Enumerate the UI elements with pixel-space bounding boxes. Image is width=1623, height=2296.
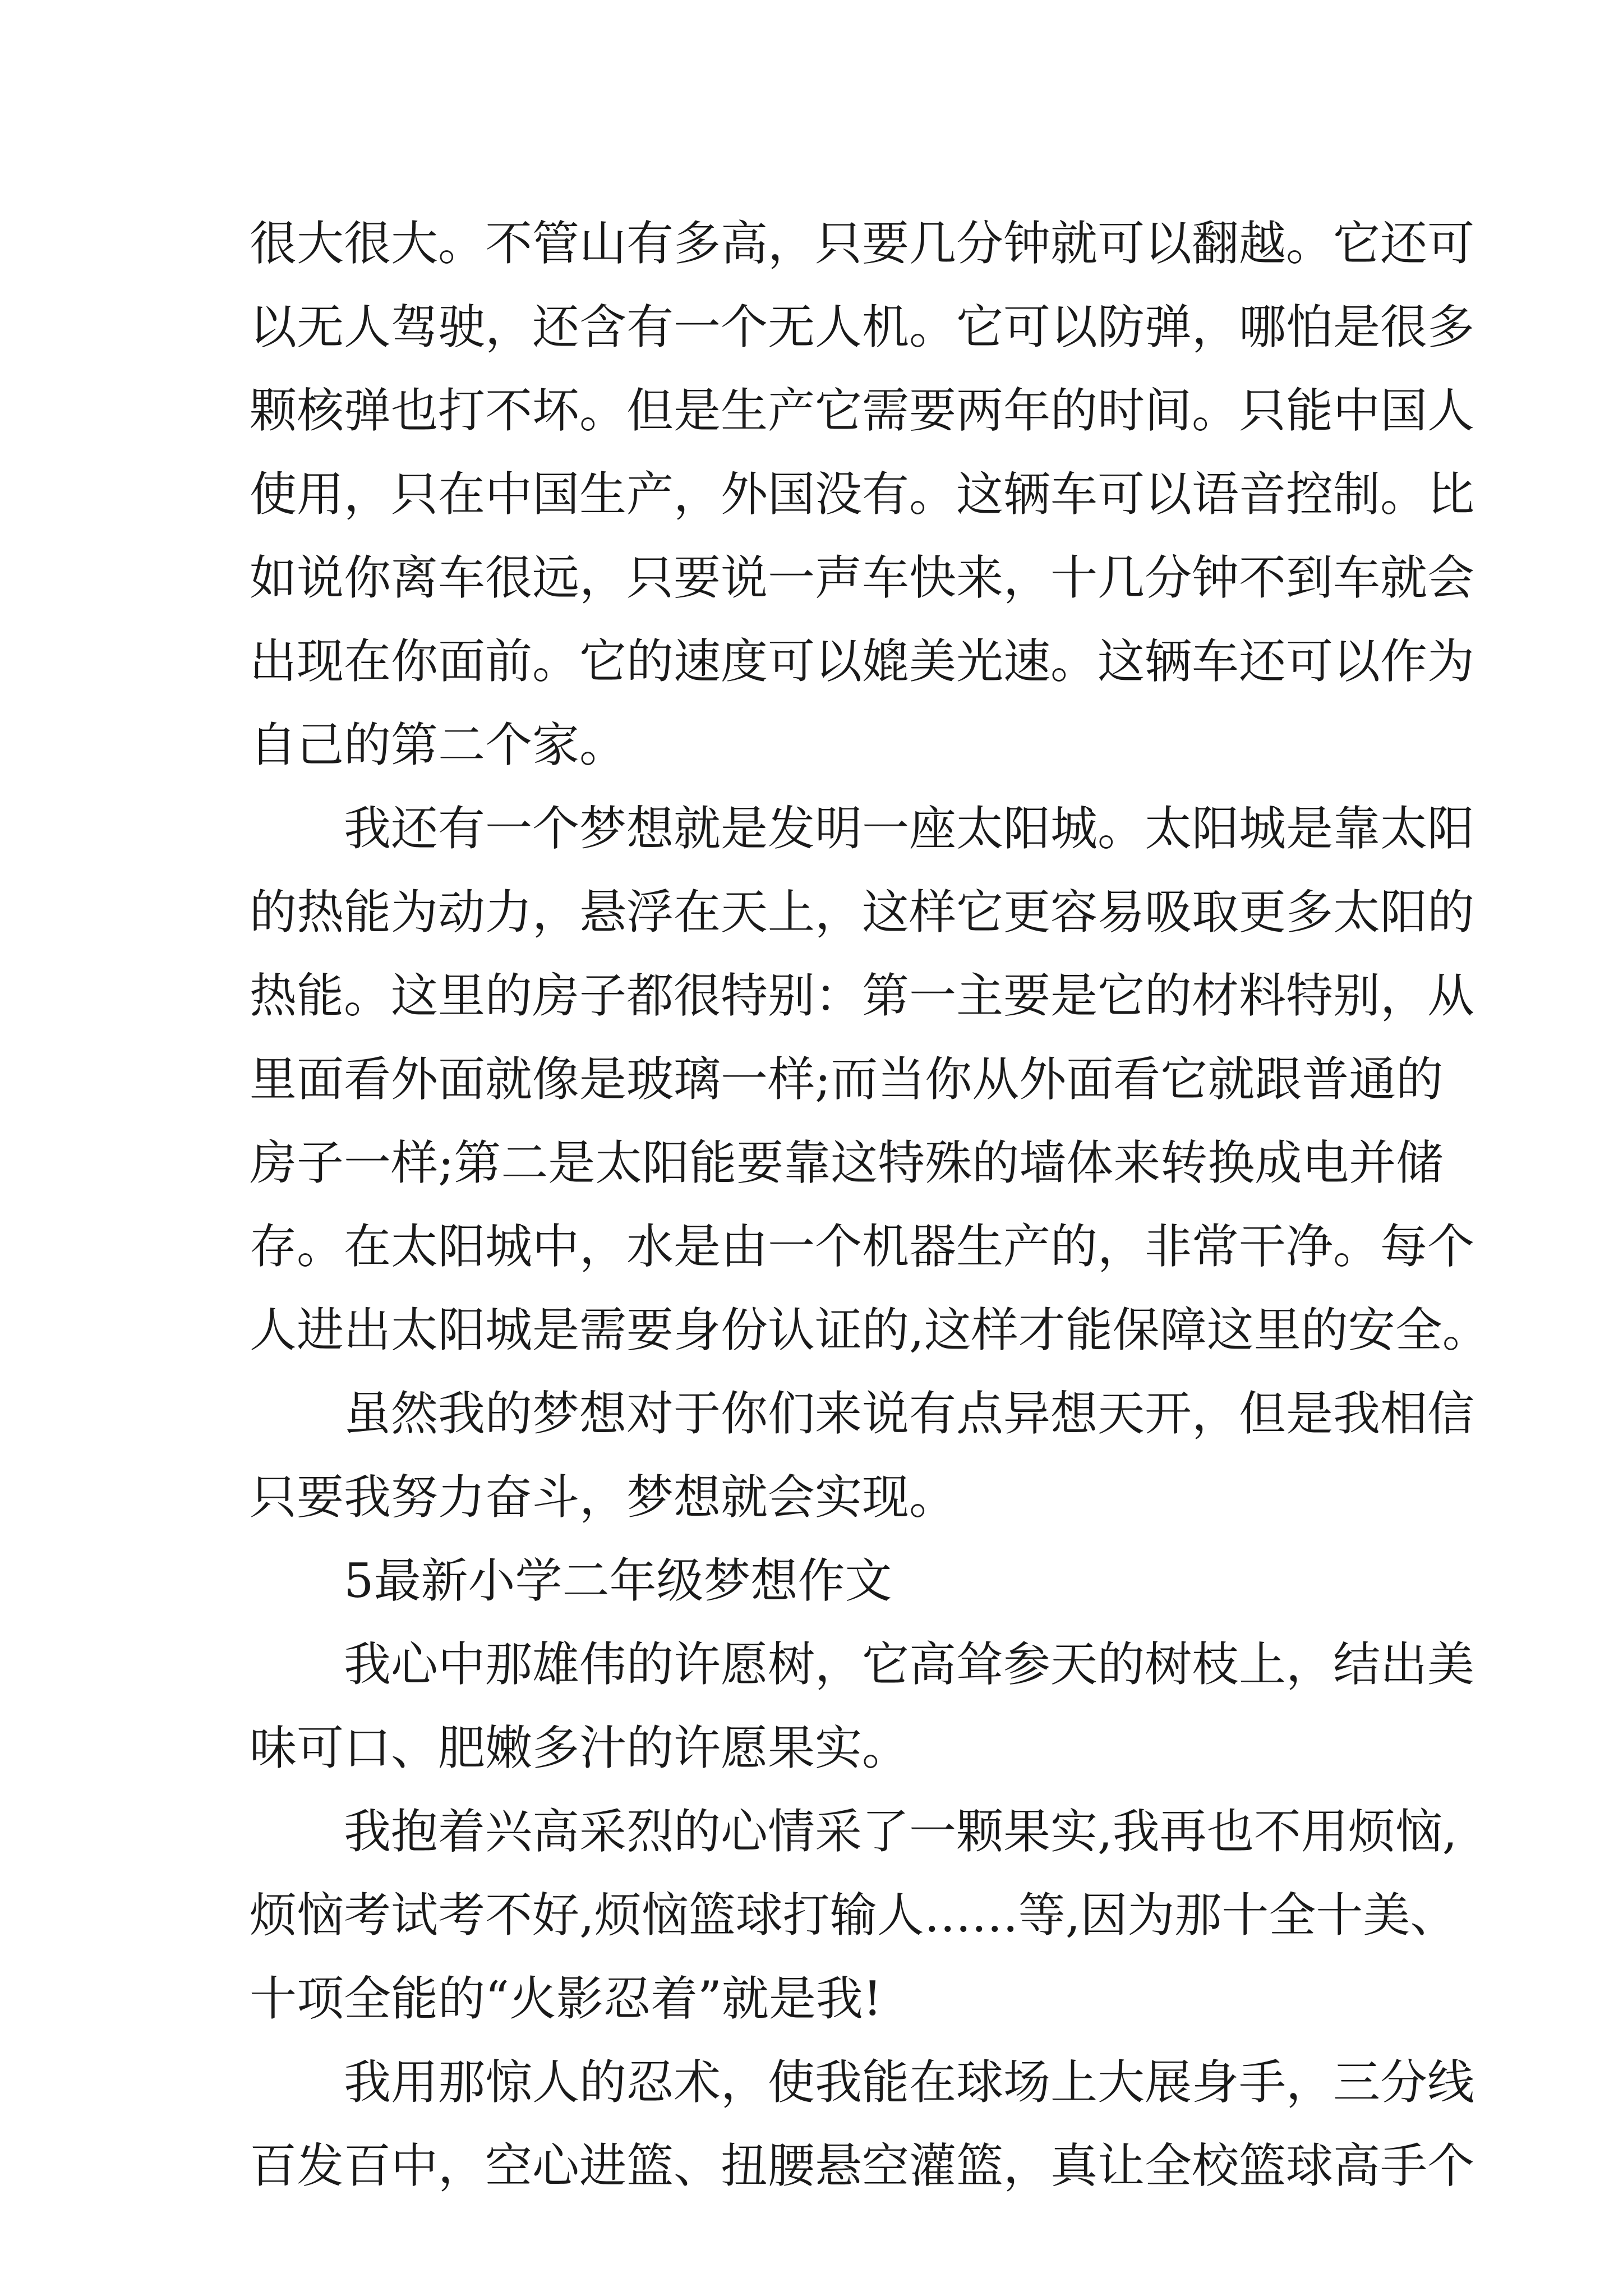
paragraph-dream-belief xyxy=(250,1372,1475,1539)
paragraph-car xyxy=(250,202,1475,787)
text-line: 出现在你面前。它的速度可以媲美光速。这辆车还可以作为 xyxy=(250,634,1475,689)
text-line: 热能。这里的房子都很特别：第一主要是它的材料特别，从 xyxy=(250,968,1475,1023)
text-line: 烦恼考试考不好,烦恼篮球打输人……等,因为那十全十美、 xyxy=(250,1888,1458,1943)
text-line: 以无人驾驶，还含有一个无人机。它可以防弹，哪怕是很多 xyxy=(250,300,1475,355)
text-line: 只要我努力奋斗，梦想就会实现。 xyxy=(250,1470,957,1525)
heading-text: 5最新小学二年级梦想作文 xyxy=(344,1553,892,1608)
text-line: 味可口、肥嫩多汁的许愿果实。 xyxy=(250,1720,910,1775)
text-line: 存。在太阳城中，水是由一个机器生产的，非常干净。每个 xyxy=(250,1219,1475,1274)
text-line: 十项全能的“火影忍着”就是我! xyxy=(250,1971,882,2026)
paragraph-basketball xyxy=(250,2041,1475,2208)
text-line: 颗核弹也打不坏。但是生产它需要两年的时间。只能中国人 xyxy=(250,383,1475,438)
section-heading xyxy=(250,1539,1388,1623)
text-line: 虽然我的梦想对于你们来说有点异想天开，但是我相信 xyxy=(344,1386,1475,1441)
text-line: 里面看外面就像是玻璃一样;而当你从外面看它就跟普通的 xyxy=(250,1052,1444,1107)
text-line: 使用，只在中国生产，外国没有。这辆车可以语音控制。比 xyxy=(250,467,1475,522)
paragraph-fruit xyxy=(250,1790,1458,2041)
text-line: 百发百中，空心进篮、扭腰悬空灌篮，真让全校篮球高手个 xyxy=(250,2138,1475,2193)
text-line: 我还有一个梦想就是发明一座太阳城。太阳城是靠太阳 xyxy=(344,801,1475,856)
text-line: 很大很大。不管山有多高，只要几分钟就可以翻越。它还可 xyxy=(250,216,1475,271)
paragraph-sun-city xyxy=(250,787,1490,1372)
text-line: 房子一样;第二是太阳能要靠这特殊的墙体来转换成电并储 xyxy=(250,1135,1444,1190)
text-line: 人进出太阳城是需要身份认证的,这样才能保障这里的安全。 xyxy=(250,1303,1490,1358)
paragraph-wish-tree xyxy=(250,1623,1475,1790)
text-line: 的热能为动力，悬浮在天上，这样它更容易吸取更多太阳的 xyxy=(250,885,1475,940)
text-line: 自己的第二个家。 xyxy=(250,717,627,772)
text-line: 我用那惊人的忍术，使我能在球场上大展身手，三分线 xyxy=(344,2055,1475,2110)
text-line: 如说你离车很远，只要说一声车快来，十几分钟不到车就会 xyxy=(250,550,1475,605)
text-line: 我抱着兴高采烈的心情采了一颗果实,我再也不用烦恼, xyxy=(344,1804,1458,1859)
text-line: 我心中那雄伟的许愿树，它高耸参天的树枝上，结出美 xyxy=(344,1637,1475,1692)
document-body xyxy=(250,202,1490,2208)
